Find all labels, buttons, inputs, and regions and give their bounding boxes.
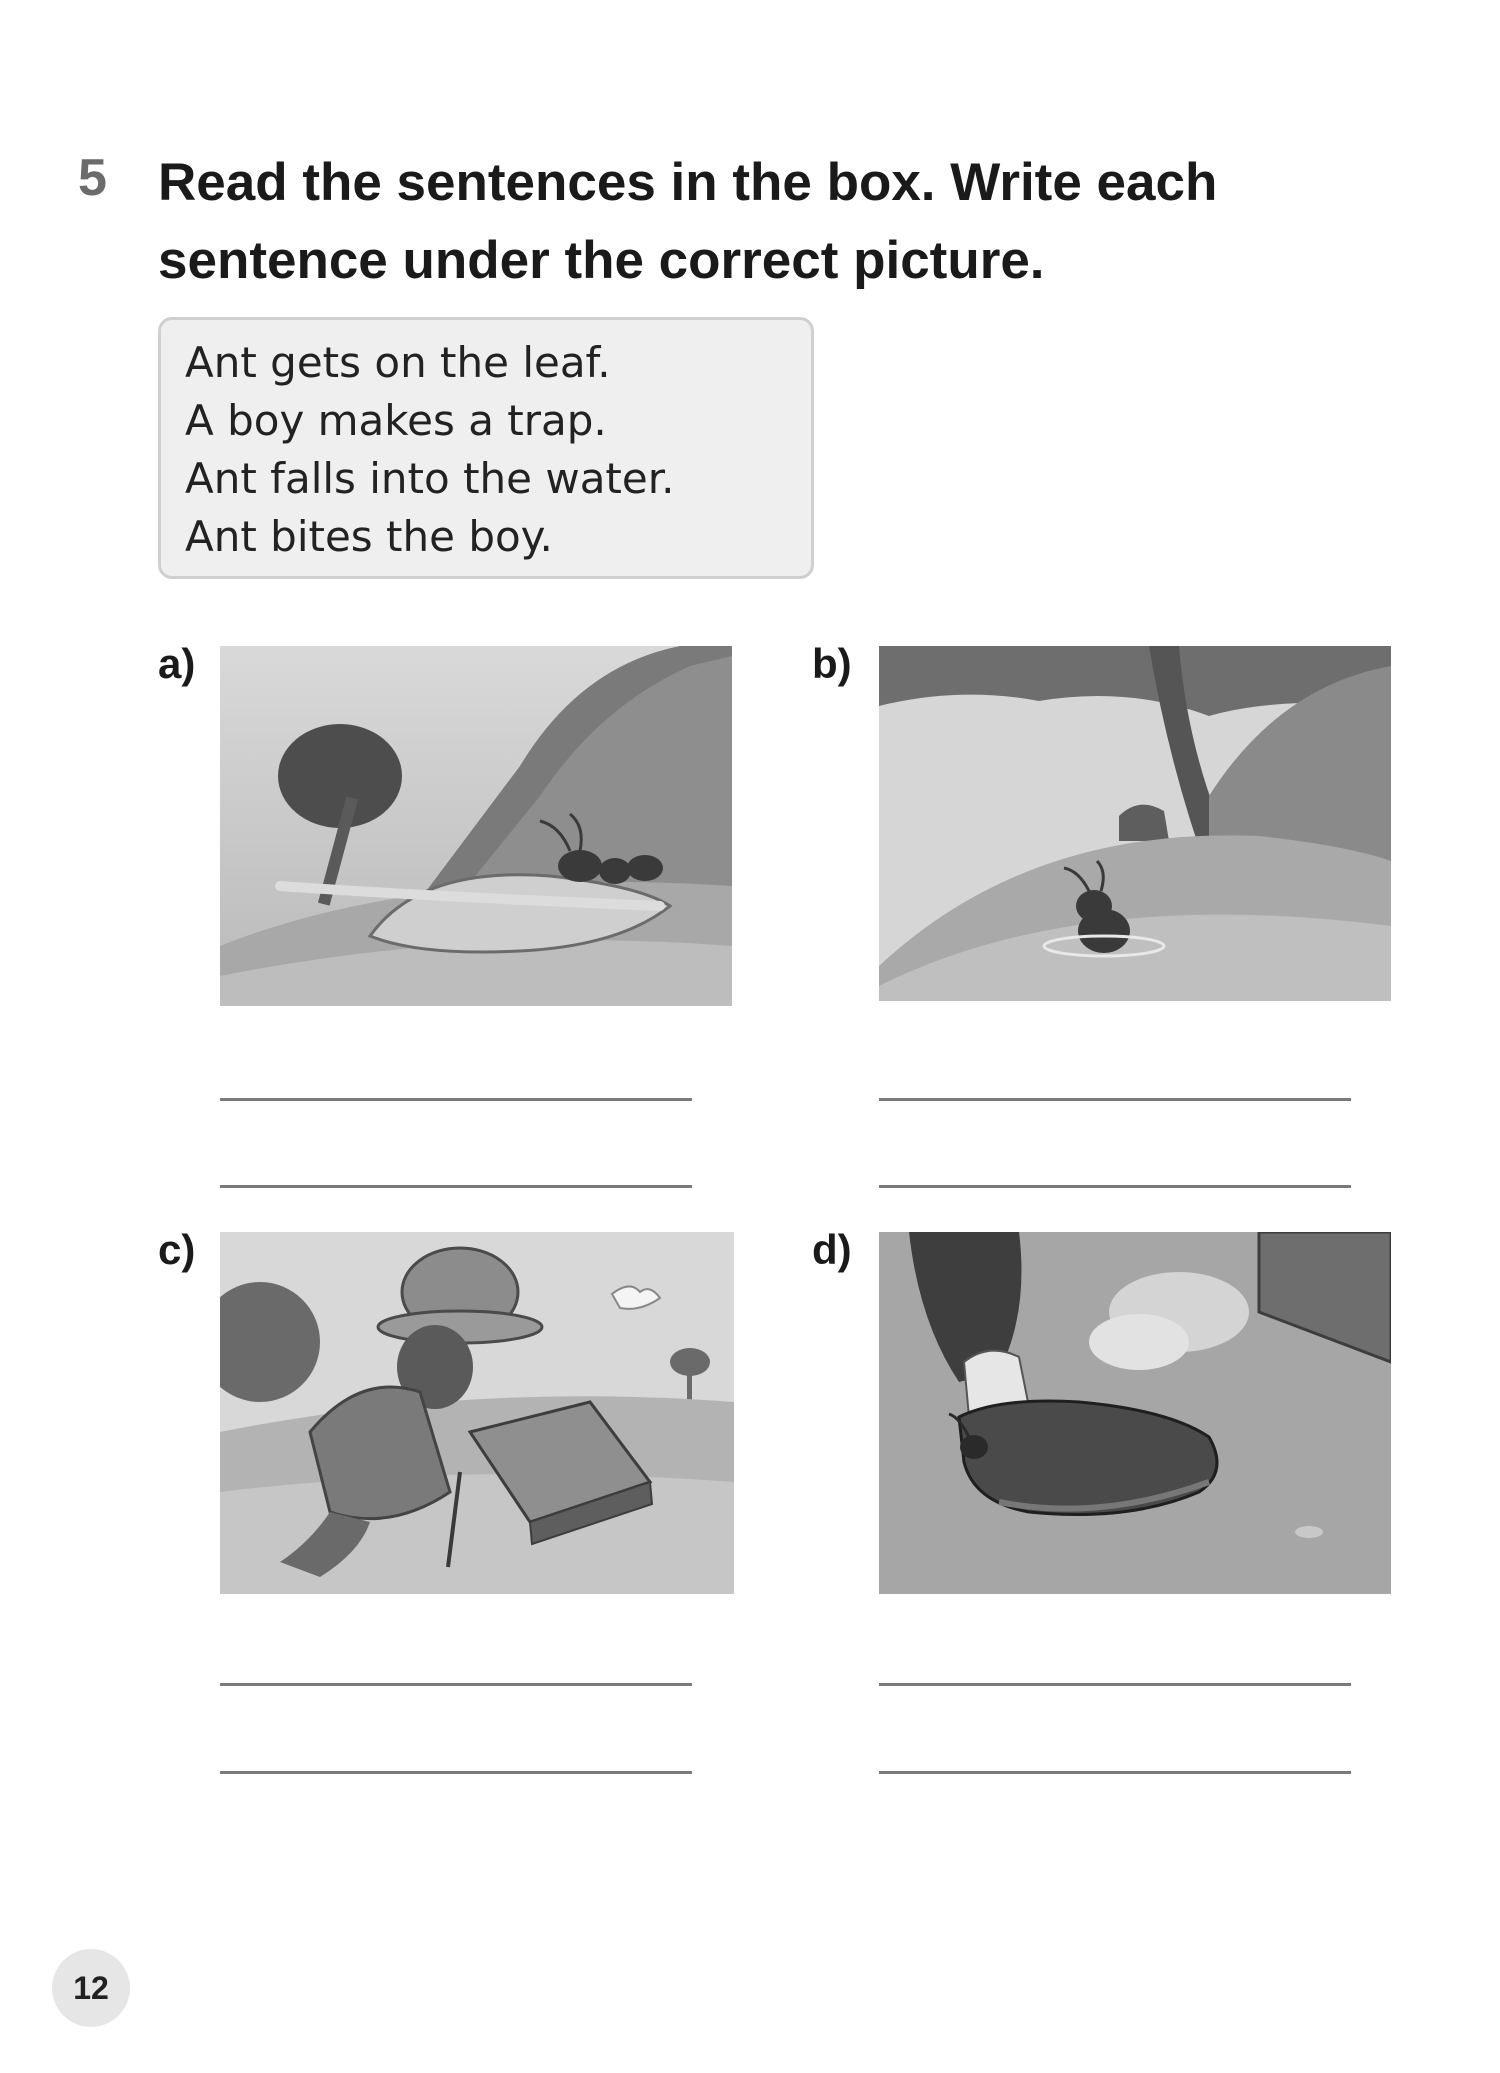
picture-label-a: a)	[158, 640, 196, 687]
sentence-4: Ant bites the boy.	[185, 512, 553, 561]
sentence-1: Ant gets on the leaf.	[185, 338, 611, 387]
question-number: 5	[78, 149, 107, 207]
answer-line-c-2[interactable]	[220, 1771, 692, 1774]
sentence-2: A boy makes a trap.	[185, 396, 607, 445]
answer-line-a-1[interactable]	[220, 1098, 692, 1101]
picture-ant-bites-boy	[879, 1232, 1391, 1594]
answer-line-b-2[interactable]	[879, 1185, 1351, 1188]
picture-label-c: c)	[158, 1226, 196, 1273]
picture-label-d: d)	[812, 1226, 852, 1273]
picture-boy-makes-trap	[220, 1232, 734, 1594]
sentence-3: Ant falls into the water.	[185, 454, 675, 503]
sentence-box	[158, 317, 814, 579]
page-number: 12	[52, 1949, 130, 2027]
answer-line-a-2[interactable]	[220, 1185, 692, 1188]
answer-line-d-1[interactable]	[879, 1683, 1351, 1686]
answer-line-b-1[interactable]	[879, 1098, 1351, 1101]
answer-line-d-2[interactable]	[879, 1771, 1351, 1774]
picture-ant-on-leaf	[220, 646, 732, 1006]
picture-label-b: b)	[812, 640, 852, 687]
answer-line-c-1[interactable]	[220, 1683, 692, 1686]
question-instruction: Read the sentences in the box. Write each sentence under the correct picture.	[158, 153, 1218, 290]
picture-ant-in-water	[879, 646, 1391, 1001]
